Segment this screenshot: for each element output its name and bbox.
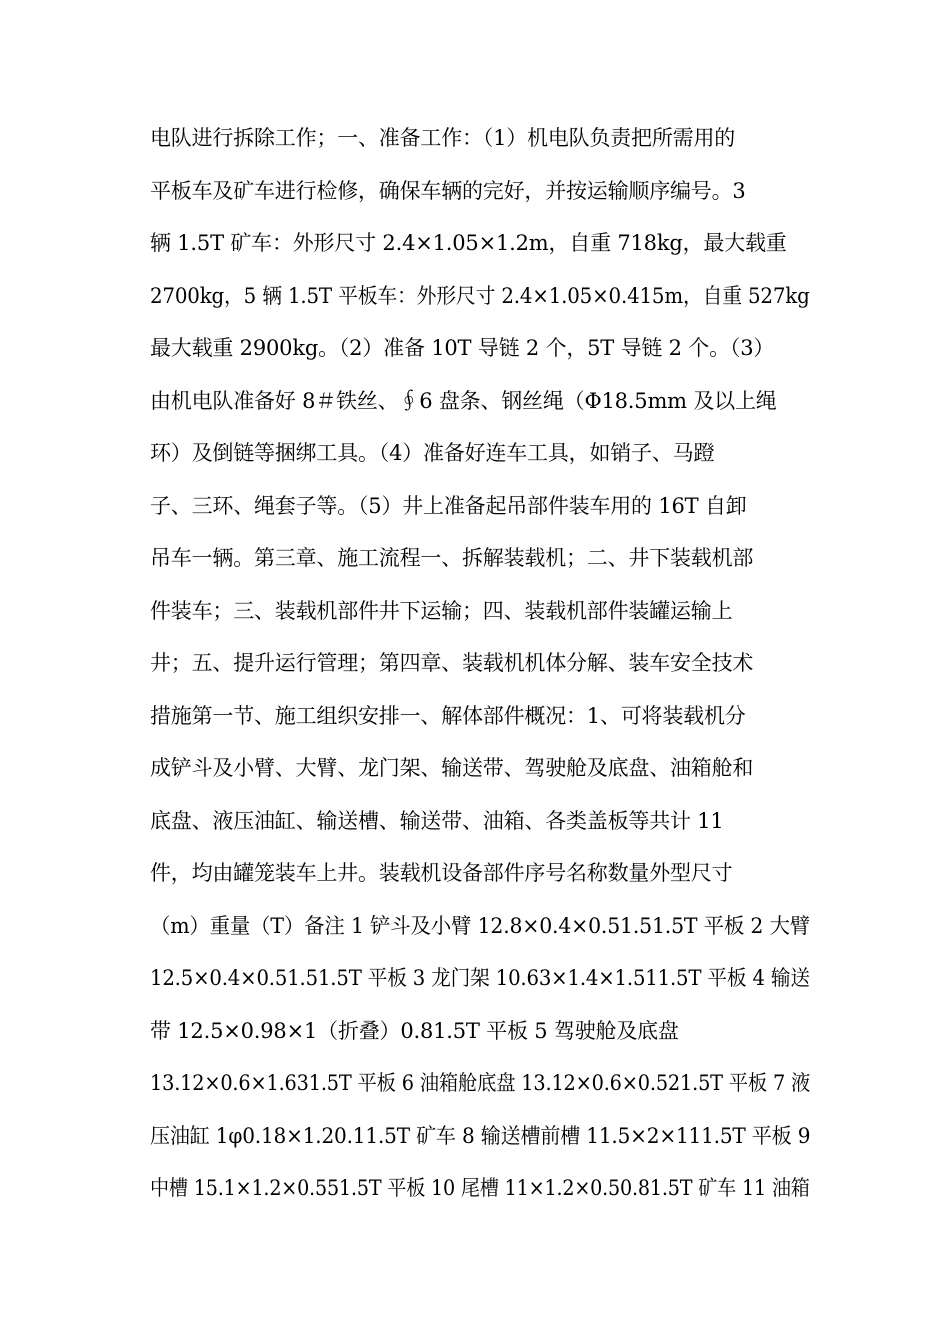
text-line: 13.12×0.6×1.631.5T 平板 6 油箱舱底盘 13.12×0.6×0.521.5T 平板 7 液: [150, 1071, 811, 1095]
text-line: 电队进行拆除工作；一、准备工作：（1）机电队负责把所需用的: [150, 126, 736, 150]
text-line: 辆 1.5T 矿车：外形尺寸 2.4×1.05×1.2m，自重 718kg，最大载重: [150, 231, 787, 255]
text-line: 12.5×0.4×0.51.51.5T 平板 3 龙门架 10.63×1.4×1.511.5T 平板 4 输送: [150, 966, 810, 990]
text-line: 环）及倒链等捆绑工具。（4）准备好连车工具，如销子、马蹬: [150, 441, 715, 465]
text-line: 成铲斗及小臂、大臂、龙门架、输送带、驾驶舱及底盘、油箱舱和: [150, 756, 754, 780]
text-line: 底盘、液压油缸、输送槽、输送带、油箱、各类盖板等共计 11: [150, 808, 724, 833]
text-line: 平板车及矿车进行检修，确保车辆的完好，并按运输顺序编号。3: [150, 178, 746, 203]
text-line: 2700kg，5 辆 1.5T 平板车：外形尺寸 2.4×1.05×0.415m，自重 527kg: [150, 283, 810, 308]
body-text: [150, 118, 810, 1221]
text-line: 中槽 15.1×1.2×0.551.5T 平板 10 尾槽 11×1.2×0.50.81.5T 矿车 11 油箱: [150, 1176, 810, 1200]
text-line: 件装车；三、装载机部件井下运输；四、装载机部件装罐运输上: [150, 598, 733, 623]
text-line: 最大载重 2900kg。（2）准备 10T 导链 2 个，5T 导链 2 个。（3）: [150, 336, 775, 360]
text-line: 井；五、提升运行管理；第四章、装载机机体分解、装车安全技术: [150, 651, 754, 675]
text-line: 吊车一辆。第三章、施工流程一、拆解装载机；二、井下装载机部: [150, 546, 754, 570]
text-line: 子、三环、绳套子等。（5）井上准备起吊部件装车用的 16T 自卸: [150, 493, 747, 518]
text-line: 件，均由罐笼装车上井。装载机设备部件序号名称数量外型尺寸: [150, 861, 733, 885]
text-line: 压油缸 1φ0.18×1.20.11.5T 矿车 8 输送槽前槽 11.5×2×111.5T 平板 9: [150, 1123, 811, 1148]
text-line: （m）重量（T）备注 1 铲斗及小臂 12.8×0.4×0.51.51.5T 平板 2 大臂: [150, 913, 811, 938]
text-line: 由机电队准备好 8＃铁丝、∮6 盘条、钢丝绳（Φ18.5mm 及以上绳: [150, 388, 777, 413]
text-line: 带 12.5×0.98×1（折叠）0.81.5T 平板 5 驾驶舱及底盘: [150, 1018, 679, 1043]
text-line: 措施第一节、施工组织安排一、解体部件概况：1、可将装载机分: [150, 703, 746, 728]
